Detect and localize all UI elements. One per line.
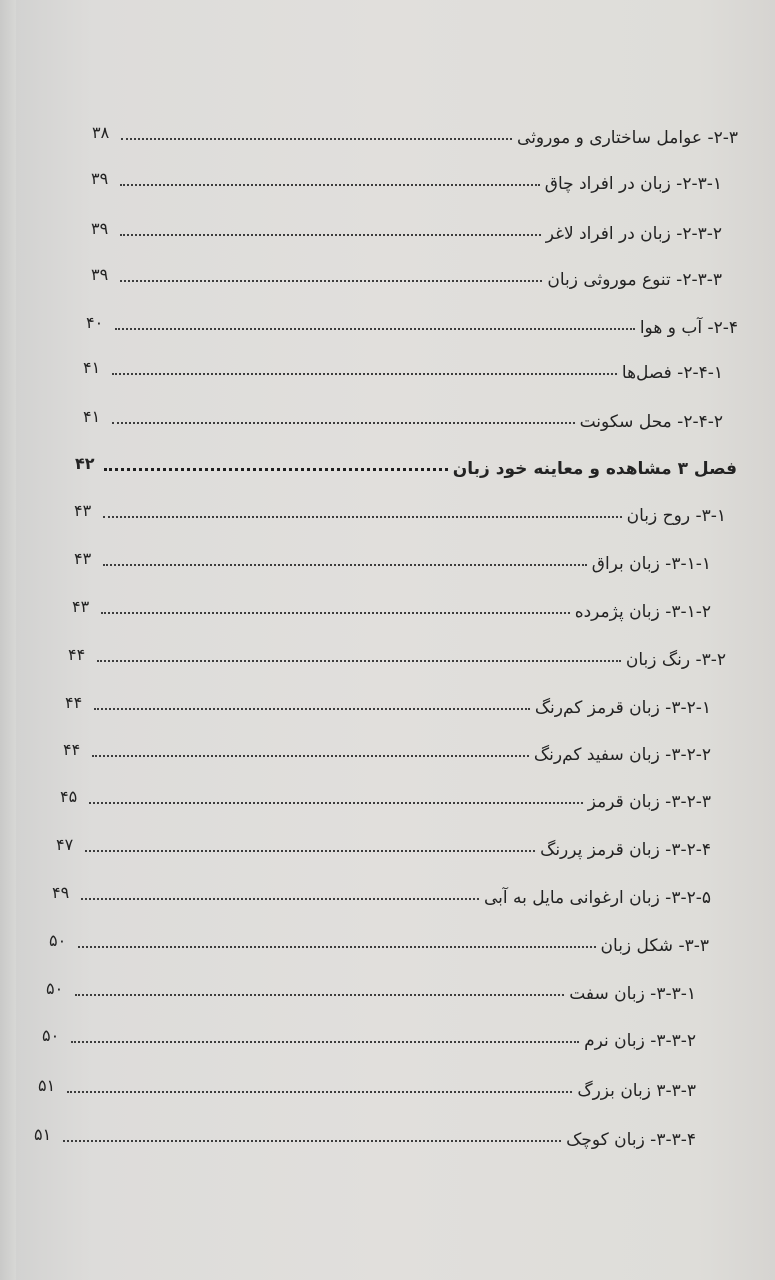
page-number: ۴۰ (86, 313, 104, 332)
entry-title: ۳-۱-۱- زبان براق (591, 554, 711, 574)
dot-leader (71, 1028, 579, 1043)
page-number: ۴۳ (72, 597, 90, 616)
dot-leader (112, 360, 617, 375)
dot-leader (75, 981, 564, 996)
toc-entry-3-1-2 (72, 592, 711, 626)
entry-title: ۳-۲-۳- زبان قرمز (587, 792, 711, 812)
toc-entry-3-1-1 (74, 544, 711, 578)
toc-chapter-3 (75, 449, 737, 483)
page-number: ۴۹ (52, 883, 70, 902)
page-number: ۵۱ (34, 1125, 52, 1144)
page-number: ۴۲ (75, 454, 95, 473)
page-number: ۵۰ (49, 931, 67, 950)
chapter-title: فصل ۳ مشاهده و معاینه خود زبان (452, 459, 737, 479)
toc-entry-2-3-2 (91, 214, 722, 248)
toc-entry-3-2-2 (63, 735, 711, 769)
dot-leader (85, 837, 535, 852)
dot-leader (104, 455, 448, 471)
dot-leader (121, 125, 512, 140)
entry-title: ۳-۱- روح زبان (626, 506, 726, 526)
entry-title: ۲-۳-۲- زبان در افراد لاغر (545, 224, 722, 244)
entry-title: ۳-۳-۱- زبان سفت (569, 984, 696, 1004)
toc-entry-2-3 (92, 118, 738, 152)
toc-entry-3-3-4 (34, 1120, 696, 1154)
page-number: ۴۷ (56, 835, 74, 854)
dot-leader (67, 1078, 572, 1093)
dot-leader (101, 599, 570, 614)
dot-leader (103, 503, 622, 518)
dot-leader (89, 789, 583, 804)
toc-entry-3-3 (49, 926, 709, 960)
page-number: ۵۱ (38, 1076, 56, 1095)
toc-entry-3-3-3 (38, 1071, 696, 1105)
dot-leader (115, 315, 635, 330)
entry-title: ۲-۳- عوامل ساختاری و موروثی (517, 128, 738, 148)
entry-title: ۳-۲-۴- زبان قرمز پررنگ (540, 840, 711, 860)
page-number: ۴۴ (68, 645, 86, 664)
page-number: ۳۸ (92, 123, 110, 142)
toc-entry-3-3-2 (42, 1021, 696, 1055)
entry-title: ۲-۴- آب و هوا (639, 318, 738, 338)
page-number: ۴۳ (74, 549, 92, 568)
page-number: ۴۵ (60, 787, 78, 806)
toc-entry-2-4-1 (83, 353, 723, 387)
toc-entry-2-4 (86, 308, 738, 342)
toc-entry-3-2-1 (65, 688, 711, 722)
page-number: ۵۰ (42, 1026, 60, 1045)
dot-leader (112, 409, 575, 424)
entry-title: ۲-۴-۱- فصل‌ها (621, 363, 723, 383)
entry-title: ۳-۲-۵- زبان ارغوانی مایل به آبی (483, 888, 711, 908)
toc-entry-3-2-5 (52, 878, 711, 912)
page-number: ۳۹ (91, 169, 109, 188)
dot-leader (120, 221, 541, 236)
page-number: ۴۴ (63, 740, 81, 759)
toc-entry-2-3-3 (91, 260, 722, 294)
entry-title: ۲-۳-۱- زبان در افراد چاق (544, 174, 722, 194)
entry-title: ۲-۴-۲- محل سکونت (579, 412, 723, 432)
entry-title: ۳-۲-۲- زبان سفید کم‌رنگ (533, 745, 711, 765)
dot-leader (81, 885, 479, 900)
entry-title: ۳-۲- رنگ زبان (625, 650, 726, 670)
dot-leader (103, 551, 587, 566)
entry-title: ۳-۳- شکل زبان (600, 936, 709, 956)
toc-entry-3-2-3 (60, 782, 711, 816)
toc-entry-3-3-1 (46, 974, 696, 1008)
entry-title: ۳-۱-۲- زبان پژمرده (574, 602, 711, 622)
page-number: ۵۰ (46, 979, 64, 998)
page-number: ۴۱ (83, 407, 101, 426)
page-number: ۳۹ (91, 265, 109, 284)
dot-leader (97, 647, 621, 662)
page-number: ۳۹ (91, 219, 109, 238)
entry-title: ۳-۲-۱- زبان قرمز کم‌رنگ (534, 698, 711, 718)
entry-title: ۲-۳-۳- تنوع موروثی زبان (547, 270, 722, 290)
toc-entry-3-2-4 (56, 830, 711, 864)
dot-leader (63, 1127, 561, 1142)
page-number: ۴۳ (74, 501, 92, 520)
entry-title: ۳-۳-۴- زبان کوچک (566, 1130, 696, 1150)
page-number: ۴۱ (83, 358, 101, 377)
toc-entry-2-3-1 (91, 164, 722, 198)
dot-leader (120, 171, 540, 186)
dot-leader (92, 742, 529, 757)
entry-title: ۳-۳-۲- زبان نرم (584, 1031, 696, 1051)
page-number: ۴۴ (65, 693, 83, 712)
toc-entry-2-4-2 (83, 402, 723, 436)
dot-leader (78, 933, 596, 948)
dot-leader (120, 267, 542, 282)
toc-entry-3-2 (68, 640, 726, 674)
dot-leader (94, 695, 530, 710)
entry-title: ۳-۳-۳ زبان بزرگ (577, 1081, 696, 1101)
toc-entry-3-1 (74, 496, 726, 530)
